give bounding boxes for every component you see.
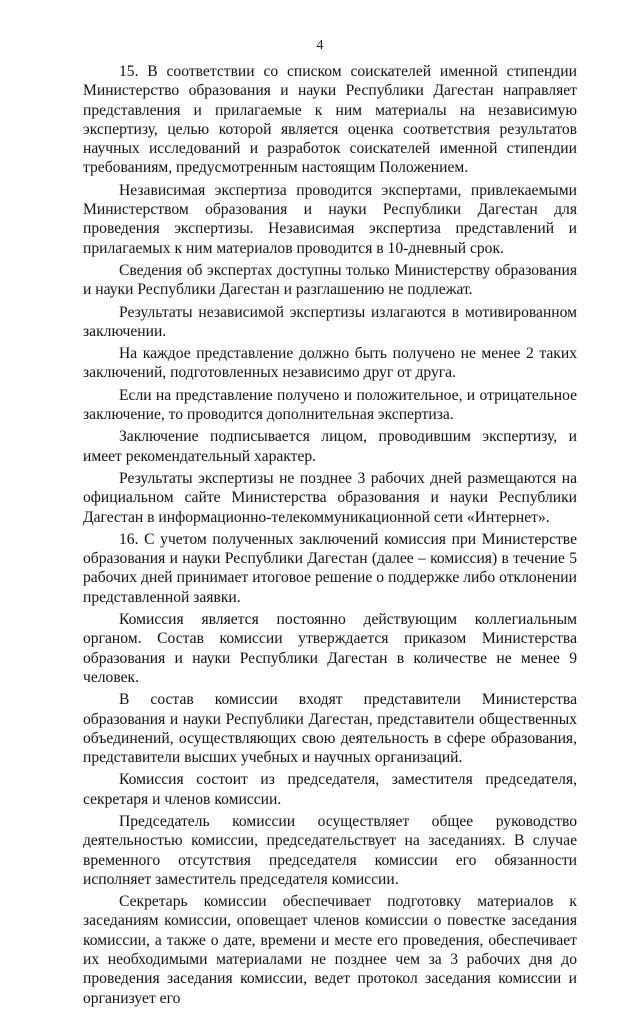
document-body <box>83 62 577 1011</box>
paragraph-secretary: Секретарь комиссии обеспечивает подготовку материалов к заседаниям комиссии, оповещает членов комиссии о повестке заседания комиссии, а также о дате, времени и месте его проведения, обеспечивает их необходимыми материалами не позднее чем за 3 рабочих дня до проведения заседания комиссии, ведет протокол заседания комиссии и организует его <box>83 893 577 1007</box>
paragraph-commission-members: В состав комиссии входят представители Министерства образования и науки Республики Дагестан, представители общественных объединений, осуществляющих свою деятельность в сфере образования, представители высших учебных и научных организаций. <box>83 691 577 767</box>
paragraph-16-decision: 16. С учетом полученных заключений комиссия при Министерстве образования и науки Республики Дагестан (далее – комиссия) в течение 5 рабочих дней принимает итоговое решение о поддержке либо отклонении представленной заявки. <box>83 530 577 606</box>
page-number: 4 <box>316 38 324 53</box>
paragraph-two-conclusions: На каждое представление должно быть получено не менее 2 таких заключений, подготовленных независимо друг от друга. <box>83 345 577 382</box>
paragraph-15-intro: 15. В соответствии со списком соискателей именной стипендии Министерство образования и науки Республики Дагестан направляет представления и прилагаемые к ним материалы на независимую экспертизу, целью которой является оценка соответствия результатов научных исследований и разработок соискателей именной стипендии требованиям, предусмотренным настоящим Положением. <box>83 63 577 177</box>
paragraph-chairman: Председатель комиссии осуществляет общее руководство деятельностью комиссии, председательствует на заседаниях. В случае временного отсутствия председателя комиссии его обязанности исполняет заместитель председателя комиссии. <box>83 812 577 888</box>
paragraph-publication: Результаты экспертизы не позднее 3 рабочих дней размещаются на официальном сайте Министерства образования и науки Республики Дагестан в информационно-телекоммуникационной сети «Интернет». <box>83 469 577 526</box>
paragraph-commission-body: Комиссия является постоянно действующим коллегиальным органом. Состав комиссии утверждается приказом Министерства образования и науки Республики Дагестан в количестве не менее 9 человек. <box>83 611 577 686</box>
paragraph-signature: Заключение подписывается лицом, проводившим экспертизу, и имеет рекомендательный характер. <box>83 428 577 465</box>
paragraph-results: Результаты независимой экспертизы излагаются в мотивированном заключении. <box>83 303 577 340</box>
paragraph-commission-structure: Комиссия состоит из председателя, заместителя председателя, секретаря и членов комиссии. <box>83 771 577 808</box>
paragraph-expertise: Независимая экспертиза проводится экспертами, привлекаемыми Министерством образования и науки Республики Дагестан для проведения экспертизы. Независимая экспертиза представлений и прилагаемых к ним материалов проводится в 10-дневный срок. <box>83 181 577 257</box>
paragraph-additional-expertise: Если на представление получено и положительное, и отрицательное заключение, то проводится дополнительная экспертиза. <box>83 386 577 424</box>
paragraph-experts-info: Сведения об экспертах доступны только Министерству образования и науки Республики Дагестан и разглашению не подлежат. <box>83 261 577 299</box>
